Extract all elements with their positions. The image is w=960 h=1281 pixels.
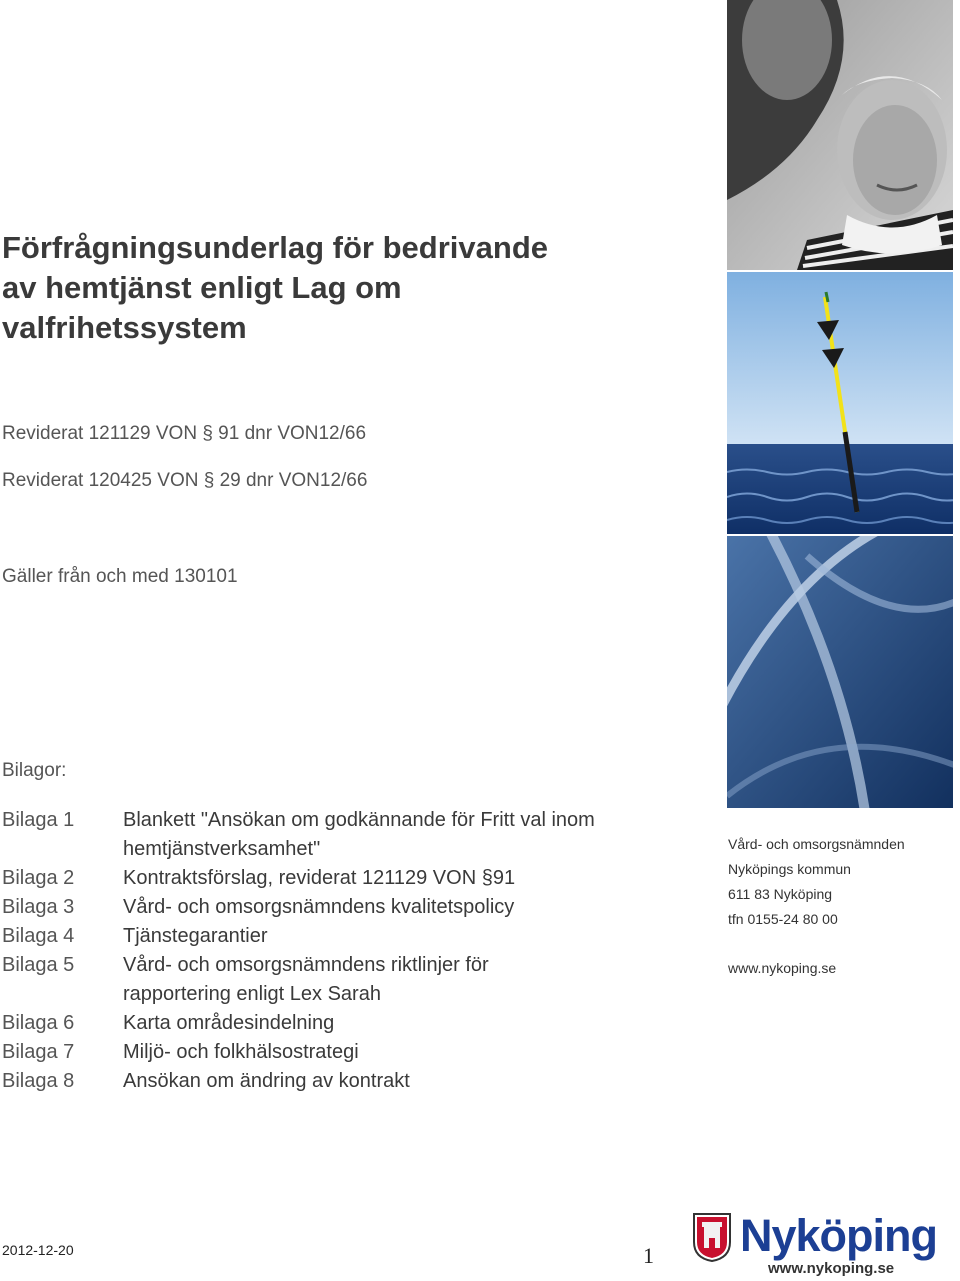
photo-elderly-woman xyxy=(727,0,953,270)
contact-address: 611 83 Nyköping xyxy=(728,886,833,902)
attachment-number: Bilaga 2 xyxy=(2,867,75,889)
attachments-list xyxy=(2,806,702,1096)
valid-from: Gäller från och med 130101 xyxy=(2,566,238,587)
attachment-description: Tjänstegarantier xyxy=(123,925,268,947)
attachment-number: Bilaga 5 xyxy=(2,954,75,976)
revision-line-2: Reviderat 120425 VON § 29 dnr VON12/66 xyxy=(2,470,368,491)
nykoping-logo xyxy=(692,1210,947,1278)
attachment-number: Bilaga 7 xyxy=(2,1041,75,1063)
attachment-item xyxy=(2,864,702,893)
attachment-number: Bilaga 1 xyxy=(2,809,75,831)
attachment-description: Karta områdesindelning xyxy=(123,1012,335,1034)
page-number: 1 xyxy=(643,1243,654,1268)
title-line-1: Förfrågningsunderlag för bedrivande xyxy=(2,230,548,265)
title-line-3: valfrihetssystem xyxy=(2,310,247,345)
contact-phone: tfn 0155-24 80 00 xyxy=(728,911,838,927)
title-line-2: av hemtjänst enligt Lag om xyxy=(2,270,402,305)
attachment-description: Ansökan om ändring av kontrakt xyxy=(123,1070,410,1092)
attachments-heading: Bilagor: xyxy=(2,760,67,781)
attachment-item xyxy=(2,893,702,922)
document-title xyxy=(2,228,702,348)
attachment-description: Blankett "Ansökan om godkännande för Fritt val inom hemtjänstverksamhet" xyxy=(123,809,595,860)
revision-line-1: Reviderat 121129 VON § 91 dnr VON12/66 xyxy=(2,423,367,444)
attachment-item xyxy=(2,806,702,864)
attachment-number: Bilaga 8 xyxy=(2,1070,75,1092)
attachment-description: Vård- och omsorgsnämndens riktlinjer för rapportering enligt Lex Sarah xyxy=(123,954,489,1005)
attachment-item xyxy=(2,922,702,951)
attachment-item xyxy=(2,951,702,1009)
contact-block xyxy=(728,832,905,981)
footer-date: 2012-12-20 xyxy=(2,1242,74,1258)
attachment-number: Bilaga 3 xyxy=(2,896,75,918)
attachment-number: Bilaga 4 xyxy=(2,925,75,947)
attachment-description: Miljö- och folkhälsostrategi xyxy=(123,1041,359,1063)
logo-url: www.nykoping.se xyxy=(768,1260,895,1277)
attachment-item xyxy=(2,1009,702,1038)
attachment-description: Kontraktsförslag, reviderat 121129 VON §91 xyxy=(123,867,516,889)
coat-of-arms-icon xyxy=(692,1212,732,1262)
attachment-item xyxy=(2,1067,702,1096)
photo-abstract-blue xyxy=(727,536,953,808)
photo-sea-buoy xyxy=(727,272,953,534)
contact-organization: Vård- och omsorgsnämnden xyxy=(728,836,905,852)
contact-website-link[interactable]: www.nykoping.se xyxy=(728,960,837,976)
attachment-item xyxy=(2,1038,702,1067)
attachment-description: Vård- och omsorgsnämndens kvalitetspolicy xyxy=(123,896,515,918)
contact-municipality: Nyköpings kommun xyxy=(728,861,851,877)
attachment-number: Bilaga 6 xyxy=(2,1012,75,1034)
logo-wordmark: Nyköping xyxy=(740,1210,938,1261)
